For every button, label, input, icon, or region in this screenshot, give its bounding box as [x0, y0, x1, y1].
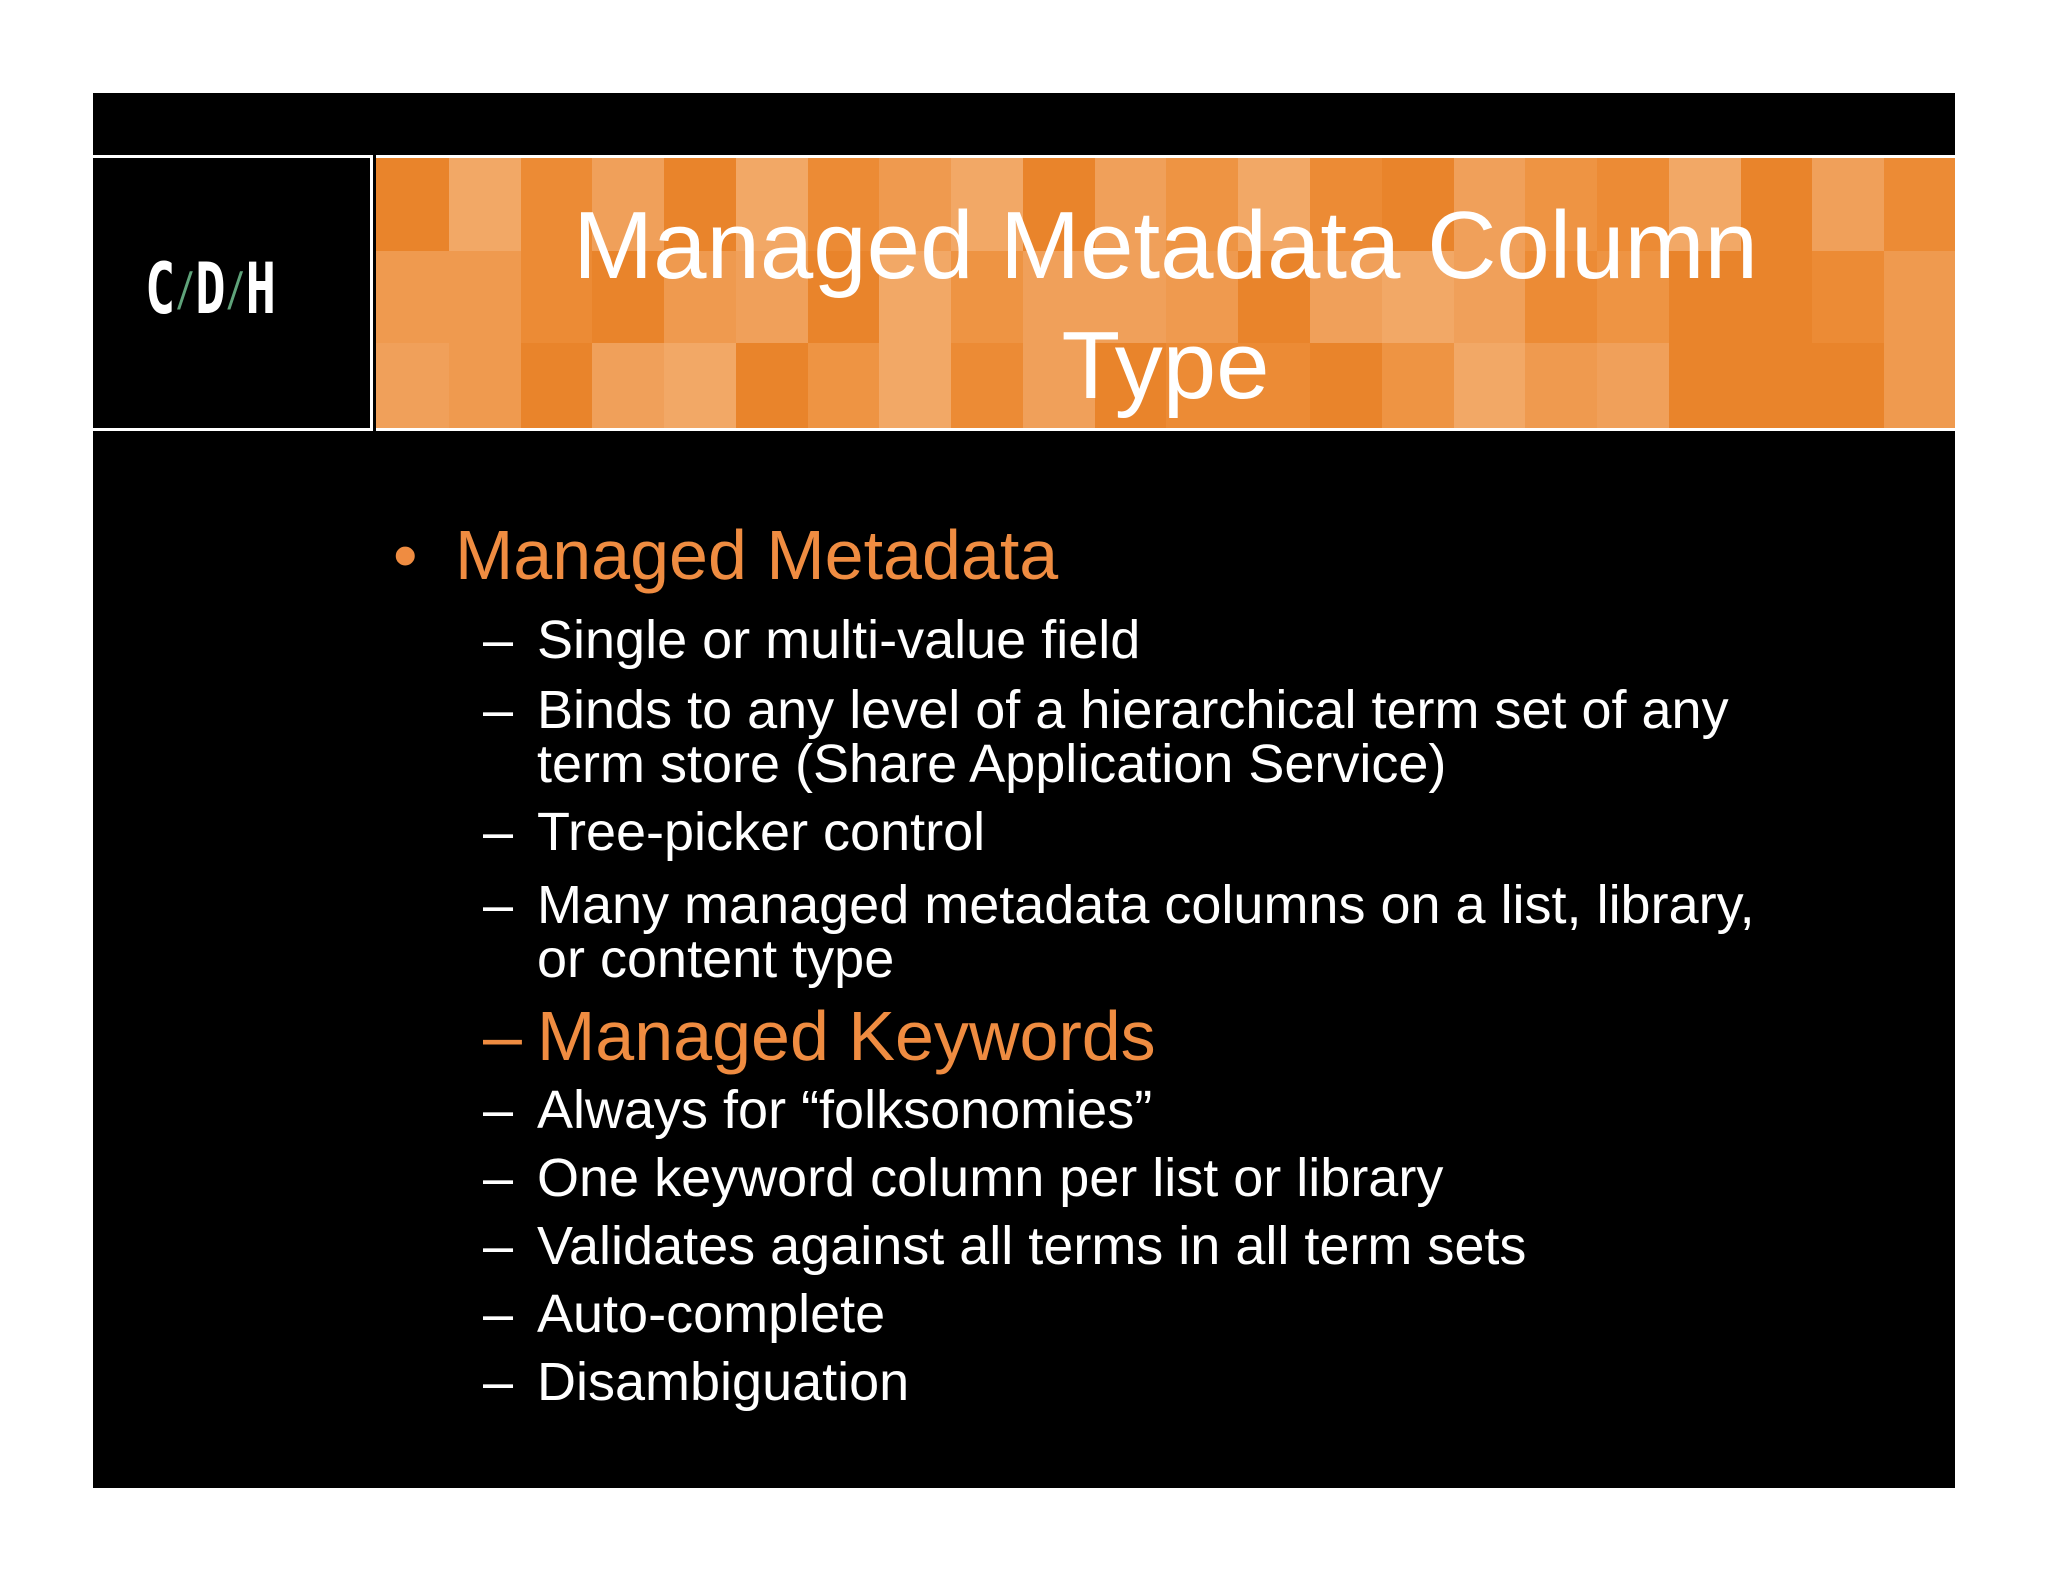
dash-marker: –	[483, 680, 514, 740]
slide-body	[93, 93, 1955, 1488]
list-item-text	[537, 997, 1156, 1075]
list-item-text	[537, 1080, 1153, 1140]
dash-marker: –	[483, 1284, 514, 1344]
list-item-line: Many managed metadata columns on a list, library,	[537, 875, 1755, 935]
list-item-line: One keyword column per list or library	[537, 1148, 1444, 1208]
title-line-2: Type	[1061, 312, 1270, 419]
list-item-line: Validates against all terms in all term sets	[537, 1216, 1527, 1276]
dash-marker: –	[483, 1216, 514, 1276]
dash-marker: –	[483, 1148, 514, 1208]
list-item-text	[537, 610, 1141, 670]
bullet-dot: •	[393, 516, 418, 594]
list-item-text	[537, 1352, 910, 1412]
list-item-line: Managed Keywords	[537, 997, 1156, 1075]
list-item-line: Disambiguation	[537, 1352, 910, 1412]
list-item-text	[537, 1216, 1527, 1276]
logo-letter-d: D	[195, 248, 226, 330]
logo-letter-h: H	[245, 248, 276, 330]
dash-marker: –	[483, 875, 514, 935]
dash-marker: –	[483, 1352, 514, 1412]
main-bullet	[393, 513, 1058, 597]
list-item-text	[537, 875, 1755, 989]
logo-slash: /	[175, 262, 196, 316]
list-item-line: Tree-picker control	[537, 802, 986, 862]
dash-marker: –	[483, 610, 514, 670]
dash-marker: –	[483, 1080, 514, 1140]
list-item-line: term store (Share Application Service)	[537, 734, 1447, 794]
list-item-text	[537, 1148, 1444, 1208]
main-bullet-text: Managed Metadata	[455, 516, 1059, 594]
list-item-line: Always for “folksonomies”	[537, 1080, 1153, 1140]
logo-letter-c: C	[145, 248, 176, 330]
list-item-line: or content type	[537, 929, 895, 989]
list-item-text	[537, 1284, 886, 1344]
slide	[93, 93, 1955, 1488]
dash-marker: –	[483, 997, 522, 1075]
logo-slash: /	[225, 262, 246, 316]
list-item-text	[537, 680, 1729, 794]
title-line-1: Managed Metadata Column	[573, 192, 1758, 299]
list-item-line: Single or multi-value field	[537, 610, 1141, 670]
list-item-line: Binds to any level of a hierarchical term set of any	[537, 680, 1729, 740]
list-item-text	[537, 802, 986, 862]
dash-marker: –	[483, 802, 514, 862]
list-item-line: Auto-complete	[537, 1284, 886, 1344]
